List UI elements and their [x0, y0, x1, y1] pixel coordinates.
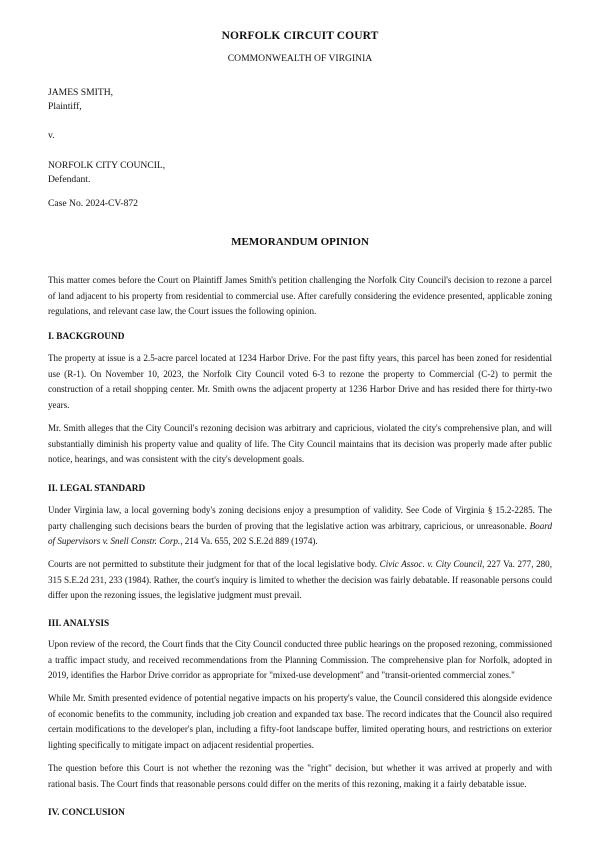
analysis-paragraph-2: While Mr. Smith presented evidence of potential negative impacts on his property's value, the Council considered this alongside evidence of economic benefits to the community, including job creation and expanded tax base. The record indicates that the Council also required certain modifications to the developer's plan, including a fifty-foot landscape buffer, limited operating hours, and restrictions on exterior lighting specifically to mitigate impact on adjacent residential properties.: [48, 693, 552, 750]
citation-details-civic: , 227 Va. 277, 280, 315 S.E.2d 231, 233 (1984). Rather, the court's inquiry is limited to whether the decision was fairly debatable. If reasonable persons could differ upon the rezoning issues, the legislative judgment must prevail.: [48, 559, 552, 600]
section-heading-conclusion: IV. CONCLUSION: [48, 808, 125, 818]
intro-paragraph: This matter comes before the Court on Plaintiff James Smith's petition challenging the Norfolk City Council's decision to rezone a parcel of land adjacent to his property from residential to commercial use. After carefully considering the evidence presented, applicable zoning regulations, and relevant case law, the Court issues the following opinion.: [48, 275, 552, 316]
document-title: MEMORANDUM OPINION: [231, 236, 369, 248]
section-heading-background: I. BACKGROUND: [48, 332, 125, 342]
case-citation-snell: Board of Supervisors v. Snell Constr. Corp.: [48, 520, 552, 546]
section-heading-legal-standard: II. LEGAL STANDARD: [48, 484, 146, 494]
plaintiff-block: [48, 86, 552, 114]
versus: v.: [48, 130, 55, 141]
jurisdiction: COMMONWEALTH OF VIRGINIA: [227, 53, 373, 64]
citation-details-snell: , 214 Va. 655, 202 S.E.2d 889 (1974).: [180, 536, 318, 546]
plaintiff-role: Plaintiff,: [48, 101, 82, 112]
case-number: Case No. 2024-CV-872: [48, 198, 138, 209]
defendant-block: [48, 159, 552, 187]
legal-standard-lead: Courts are not permitted to substitute their judgment for that of the local legislative body.: [48, 559, 380, 569]
legal-standard-paragraph-1: [48, 503, 552, 550]
case-citation-civic: Civic Assoc. v. City Council: [379, 559, 483, 569]
court-name: NORFOLK CIRCUIT COURT: [221, 30, 379, 42]
background-paragraph-2: Mr. Smith alleges that the City Council's rezoning decision was arbitrary and capricious, violated the city's comprehensive plan, and will substantially diminish his property value and quality of life. The City Council maintains that its decision was properly made after public notice, hearings, and was consistent with the city's development goals.: [48, 423, 552, 464]
defendant-role: Defendant.: [48, 174, 91, 185]
defendant-name: NORFOLK CITY COUNCIL,: [48, 160, 166, 171]
legal-standard-paragraph-2: [48, 557, 552, 604]
background-paragraph-1: The property at issue is a 2.5-acre parcel located at 1234 Harbor Drive. For the past fifty years, this parcel has been zoned for residential use (R-1). On November 10, 2023, the Norfolk City Council voted 6-3 to rezone the property to Commercial (C-2) to permit the construction of a retail shopping center. Mr. Smith owns the adjacent property at 1236 Harbor Drive and has resided there for thirty-two years.: [48, 353, 552, 410]
plaintiff-name: JAMES SMITH,: [48, 87, 114, 98]
legal-standard-text: Under Virginia law, a local governing body's zoning decisions enjoy a presumption of validity. See Code of Virginia § 15.2-2285. The party challenging such decisions bears the burden of proving that the legislative action was arbitrary, capricious, or unreasonable.: [48, 505, 552, 531]
analysis-paragraph-3: The question before this Court is not whether the rezoning was the "right" decision, but whether it was arrived at properly and with rational basis. The Court finds that reasonable persons could differ on the merits of this rezoning, making it a fairly debatable issue.: [48, 763, 552, 789]
section-heading-analysis: III. ANALYSIS: [48, 619, 110, 629]
analysis-paragraph-1: Upon review of the record, the Court finds that the City Council conducted three public hearings on the proposed rezoning, commissioned a traffic impact study, and received recommendations from the Planning Commission. The comprehensive plan for Norfolk, adopted in 2019, identifies the Harbor Drive corridor as appropriate for "mixed-use development" and "transit-oriented commercial zones.": [48, 639, 552, 680]
